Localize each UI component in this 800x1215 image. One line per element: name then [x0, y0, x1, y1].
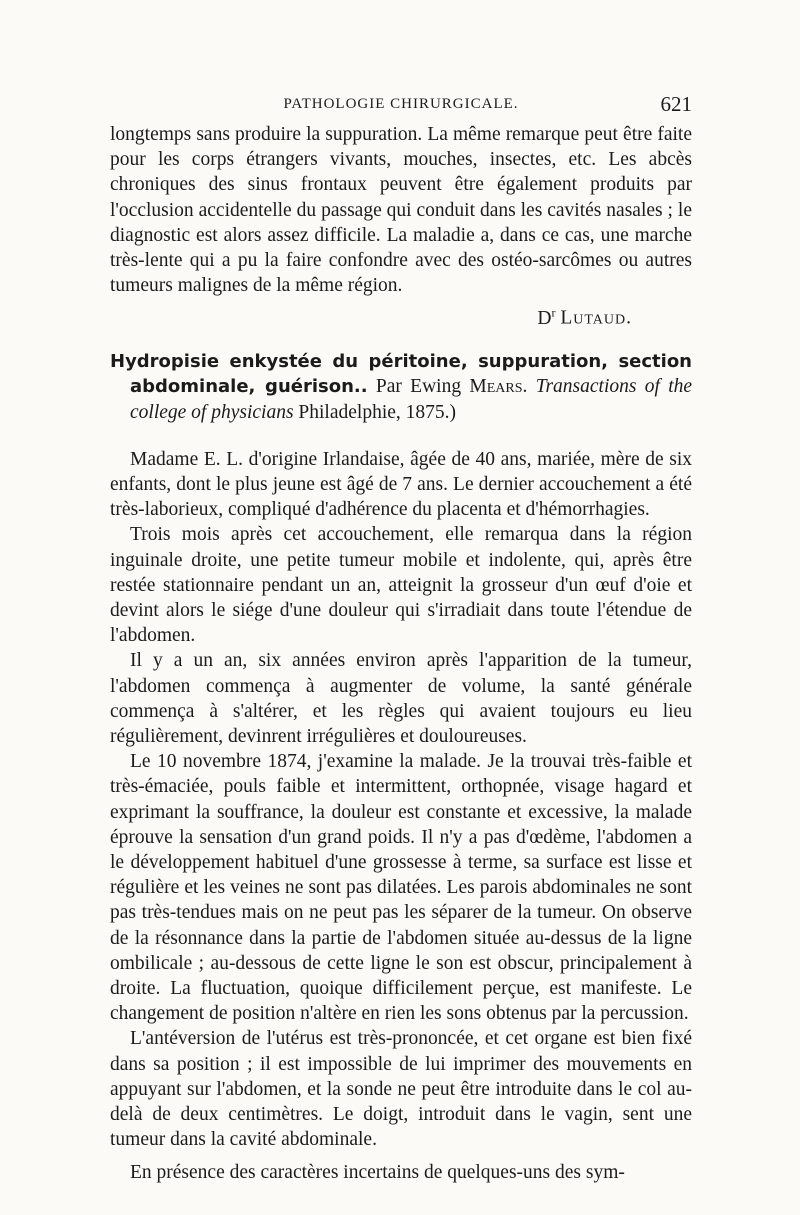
paragraph-uterus: L'antéversion de l'utérus est très-prononcée, et cet organe est bien fixé dans sa position ; il est impossible de lui imprimer des mouvements en appuyant sur l'abdomen, et la sonde ne peut être introduite dans le col au-delà de deux centimètres. Le doigt, introduit dans le vagin, sent une tumeur dans la cavité abdominale. [110, 1028, 692, 1151]
paragraph-progression: Il y a un an, six années environ après l'apparition de la tumeur, l'abdomen commença à augmenter de volume, la santé générale commença à s'altérer, et les règles qui avaient toujours eu lieu régulièrement, devinrent irrégulières et douloureuses. [110, 650, 692, 747]
author-signature [110, 300, 692, 331]
article-author: Mears. [469, 376, 528, 398]
page-header [110, 92, 692, 120]
paragraph-examination: Le 10 novembre 1874, j'examine la malade. Je la trouvai très-faible et très-émaciée, pouls faible et intermittent, orthopnée, visage hagard et exprimant la souffrance, la douleur est constante et excessive, la malade éprouve la sensation d'un grand poids. Il n'y a pas d'œdème, l'abdomen a le développement habituel d'une grossesse à terme, sa surface est lisse et régulière et les veines ne sont pas dilatées. Les parois abdominales ne sont pas très-tendues mais on ne peut pas les séparer de la tumeur. On observe de la résonnance dans la partie de l'abdomen située au-dessus de la ligne ombilicale ; au-dessous de cette ligne le son est obscur, principalement à droite. La fluctuation, quoique difficilement perçue, est manifeste. Le changement de position n'altère en rien les sons obtenus par la percussion. [110, 751, 692, 1025]
running-head: PATHOLOGIE CHIRURGICALE. [283, 96, 519, 112]
article-title: Hydropisie enkystée du péritoine, suppuration, section abdominale, guérison.. [110, 351, 692, 398]
paragraph-conclusion: En présence des caractères incertains de quelques-uns des sym- [130, 1162, 625, 1184]
article-place-year: Philadelphie, 1875.) [298, 401, 457, 423]
paragraph-continued: longtemps sans produire la suppuration. La même remarque peut être faite pour les corps étrangers vivants, mouches, insectes, etc. Les abcès chroniques des sinus frontaux peuvent être également produits par l'occlusion accidentelle du passage qui conduit dans les cavités nasales ; le diagnostic est alors assez difficile. La maladie a, dans ce cas, une marche très-lente qui a pu la faire confondre avec des ostéo-sarcômes ou autres tumeurs malignes de la même région. [110, 124, 692, 297]
article-by: Par Ewing [375, 376, 462, 398]
paragraph-onset: Trois mois après cet accouchement, elle remarqua dans la région inguinale droite, une petite tumeur mobile et indolente, qui, après être restée stationnaire pendant un an, atteignit la grosseur d'un œuf d'oie et devint alors le siége d'une douleur qui s'irradiait dans toute l'étendue de l'abdomen. [110, 524, 692, 647]
article-journal: Transactions of the college of physicians [130, 376, 693, 423]
signature-title: $D^r$ [537, 305, 556, 329]
signature-name: Lutaud. [560, 307, 632, 329]
body-text [110, 122, 692, 1186]
page-number: 621 [660, 92, 692, 116]
paragraph-patient: Madame E. L. d'origine Irlandaise, âgée de 40 ans, mariée, mère de six enfants, dont le plus jeune est âgé de 7 ans. Le dernier accouchement a été très-laborieux, compliqué d'adhérence du placenta et d'hémorrhagies. [110, 448, 692, 521]
article-heading [110, 349, 692, 425]
